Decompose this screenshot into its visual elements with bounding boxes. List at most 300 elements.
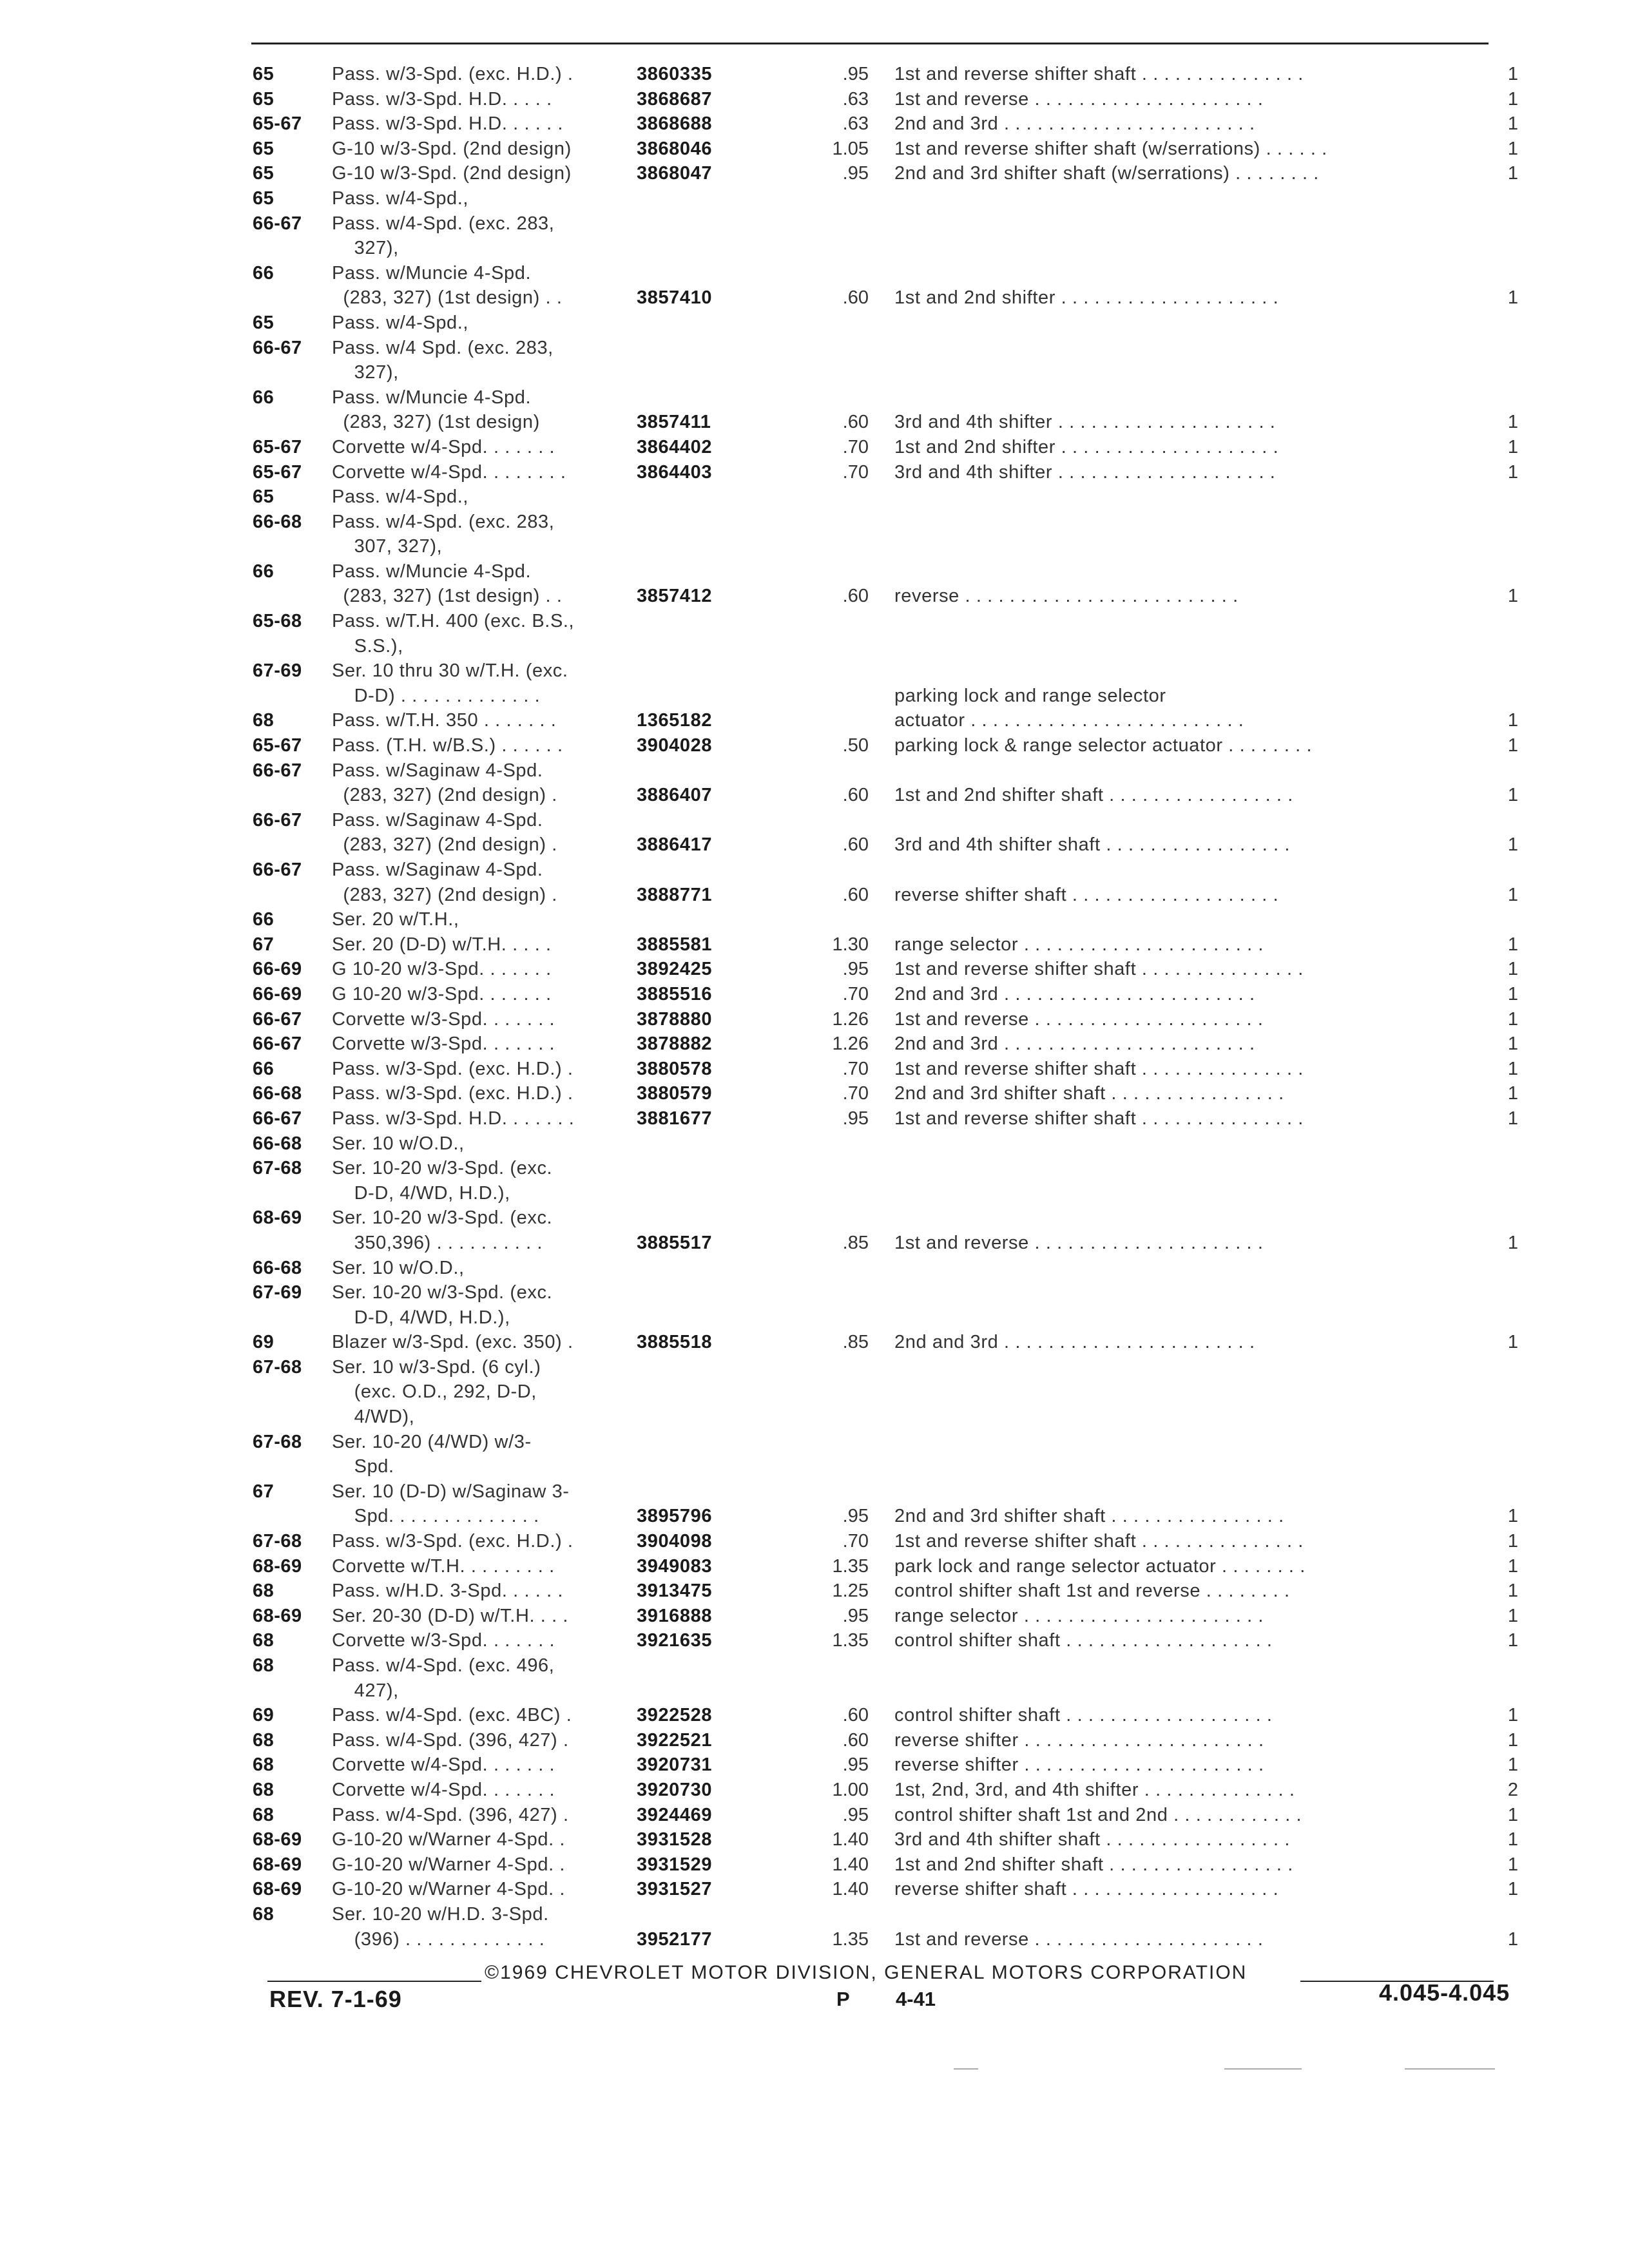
application: Pass. w/Muncie 4-Spd.	[332, 262, 532, 284]
price: .95	[842, 1754, 869, 1776]
application: (283, 327) (2nd design) .	[332, 884, 557, 905]
quantity: 1	[1507, 436, 1518, 457]
table-row	[0, 1579, 1629, 1604]
table-row	[0, 609, 1629, 634]
table-row	[0, 1927, 1629, 1952]
table-row	[0, 634, 1629, 659]
table-row	[0, 161, 1629, 186]
part-number: 3904028	[637, 735, 713, 756]
description: 1st, 2nd, 3rd, and 4th shifter . . . . . . . . . . . . . .	[894, 1779, 1295, 1800]
table-row	[0, 1231, 1629, 1256]
part-number: 3886407	[637, 785, 713, 806]
quantity: 1	[1507, 1058, 1518, 1079]
copyright-notice: ©1969 CHEVROLET MOTOR DIVISION, GENERAL MOTORS CORPORATION	[485, 1962, 1248, 1983]
application: G-10-20 w/Warner 4-Spd. .	[332, 1829, 566, 1850]
application: Ser. 10 w/3-Spd. (6 cyl.)	[332, 1356, 541, 1378]
table-row	[0, 1728, 1629, 1753]
application: Spd. . . . . . . . . . . . . .	[332, 1506, 539, 1527]
table-row	[0, 1852, 1629, 1878]
model-year: 65	[253, 486, 275, 508]
table-row	[0, 87, 1629, 112]
quantity: 1	[1507, 1705, 1518, 1726]
quantity: 1	[1507, 1033, 1518, 1055]
model-year: 68	[253, 1779, 275, 1800]
part-number: 3921635	[637, 1630, 713, 1651]
application: Corvette w/4-Spd. . . . . . .	[332, 1754, 555, 1776]
table-row	[0, 1628, 1629, 1653]
table-row	[0, 932, 1629, 957]
price: .95	[842, 1605, 869, 1626]
quantity: 1	[1507, 113, 1518, 135]
application: Pass. w/4-Spd. (396, 427) .	[332, 1729, 569, 1751]
price: .70	[842, 1058, 869, 1079]
description: 1st and reverse . . . . . . . . . . . . . . . . . . . . .	[894, 1232, 1264, 1253]
description: control shifter shaft . . . . . . . . . . . . . . . . . . .	[894, 1705, 1273, 1726]
model-year: 68	[253, 1729, 275, 1751]
model-year: 68-69	[253, 1555, 302, 1577]
description: reverse . . . . . . . . . . . . . . . . . . . . . . . . .	[894, 586, 1239, 607]
model-year: 65	[253, 64, 275, 84]
description: actuator . . . . . . . . . . . . . . . . . . . . . . . . .	[894, 710, 1244, 731]
quantity: 2	[1507, 1779, 1518, 1800]
application: D-D) . . . . . . . . . . . . .	[332, 685, 541, 706]
application: Corvette w/4-Spd. . . . . . .	[332, 1779, 555, 1800]
part-number: 3860335	[637, 64, 713, 84]
table-row	[0, 1504, 1629, 1529]
model-year: 68	[253, 1581, 275, 1602]
application: Ser. 20-30 (D-D) w/T.H. . . .	[332, 1605, 569, 1626]
table-row	[0, 1181, 1629, 1206]
description: park lock and range selector actuator . . . . . . . .	[894, 1555, 1306, 1577]
application: G 10-20 w/3-Spd. . . . . . .	[332, 959, 552, 980]
model-year: 65-68	[253, 611, 302, 632]
application: Corvette w/3-Spd. . . . . . .	[332, 1008, 555, 1030]
part-number: 3949083	[637, 1555, 713, 1577]
application: Pass. w/3-Spd. H.D. . . . .	[332, 88, 552, 110]
part-number: 3922528	[637, 1705, 713, 1726]
price: .70	[842, 1531, 869, 1552]
part-number: 3878882	[637, 1033, 713, 1055]
part-number: 3864402	[637, 436, 713, 457]
price: 1.35	[832, 1630, 869, 1651]
table-row	[0, 211, 1629, 236]
part-number: 3888771	[637, 884, 713, 905]
table-row	[0, 510, 1629, 535]
model-year: 67-68	[253, 1158, 302, 1179]
application: Pass. w/3-Spd. (exc. H.D.) .	[332, 1058, 574, 1079]
quantity: 1	[1507, 64, 1518, 84]
application: Corvette w/4-Spd. . . . . . .	[332, 436, 555, 457]
price: 1.26	[832, 1033, 869, 1055]
quantity: 1	[1507, 1729, 1518, 1751]
quantity: 1	[1507, 88, 1518, 110]
description: control shifter shaft . . . . . . . . . . . . . . . . . . .	[894, 1630, 1273, 1651]
page-number: 4-41	[896, 1988, 936, 2010]
table-row	[0, 1106, 1629, 1131]
table-row	[0, 858, 1629, 883]
application: Pass. w/H.D. 3-Spd. . . . . .	[332, 1581, 564, 1602]
description: 3rd and 4th shifter . . . . . . . . . . . . . . . . . . . .	[894, 461, 1276, 483]
table-row	[0, 460, 1629, 485]
quantity: 1	[1507, 1754, 1518, 1776]
application: Corvette w/3-Spd. . . . . . .	[332, 1033, 555, 1055]
table-row	[0, 708, 1629, 733]
model-year: 66-67	[253, 860, 302, 880]
price: .85	[842, 1232, 869, 1253]
application: Blazer w/3-Spd. (exc. 350) .	[332, 1332, 574, 1353]
description: 2nd and 3rd . . . . . . . . . . . . . . . . . . . . . . .	[894, 983, 1255, 1004]
quantity: 1	[1507, 1531, 1518, 1552]
application: (283, 327) (2nd design) .	[332, 785, 557, 806]
description: reverse shifter . . . . . . . . . . . . . . . . . . . . . .	[894, 1729, 1264, 1751]
model-year: 66-69	[253, 983, 302, 1004]
model-year: 67	[253, 1481, 275, 1502]
part-number: 3881677	[637, 1108, 713, 1129]
part-number: 3895796	[637, 1506, 713, 1527]
description: 1st and reverse shifter shaft (w/serrations) . . . . . .	[894, 138, 1327, 159]
application: 427),	[332, 1680, 399, 1701]
application: 307, 327),	[332, 536, 443, 557]
model-year: 66-68	[253, 1083, 302, 1104]
application: Ser. 10 thru 30 w/T.H. (exc.	[332, 660, 568, 682]
application: Pass. w/4-Spd.,	[332, 486, 469, 508]
part-number: 3880579	[637, 1083, 713, 1104]
model-year: 68	[253, 1630, 275, 1651]
application: Pass. w/4 Spd. (exc. 283,	[332, 337, 554, 358]
quantity: 1	[1507, 1108, 1518, 1129]
table-row	[0, 1131, 1629, 1157]
part-number: 3892425	[637, 959, 713, 980]
part-number: 3922521	[637, 1729, 713, 1751]
quantity: 1	[1507, 1804, 1518, 1825]
model-year: 66-68	[253, 1133, 302, 1154]
model-year: 66	[253, 909, 275, 930]
application: Ser. 10-20 w/3-Spd. (exc.	[332, 1282, 553, 1303]
description: 2nd and 3rd shifter shaft (w/serrations) . . . . . . . .	[894, 163, 1319, 184]
price: .70	[842, 436, 869, 457]
model-year: 67-69	[253, 1282, 302, 1303]
table-row	[0, 1678, 1629, 1704]
part-number: 3880578	[637, 1058, 713, 1079]
application: Ser. 10 w/O.D.,	[332, 1133, 465, 1154]
model-year: 68	[253, 1655, 275, 1676]
description: range selector . . . . . . . . . . . . . . . . . . . . . .	[894, 934, 1264, 955]
part-number: 3868047	[637, 163, 713, 184]
model-year: 67-68	[253, 1431, 302, 1452]
part-number: 3885517	[637, 1232, 713, 1253]
application: Corvette w/T.H. . . . . . . . .	[332, 1555, 555, 1577]
table-row	[0, 733, 1629, 758]
description: control shifter shaft 1st and 2nd . . . . . . . . . . . .	[894, 1804, 1302, 1825]
table-row	[0, 584, 1629, 609]
model-year: 65-67	[253, 436, 302, 457]
price: .95	[842, 163, 869, 184]
application: Pass. w/4-Spd. (exc. 283,	[332, 213, 555, 234]
table-row	[0, 1902, 1629, 1927]
application: D-D, 4/WD, H.D.),	[332, 1182, 510, 1204]
description: 2nd and 3rd shifter shaft . . . . . . . . . . . . . . . .	[894, 1506, 1284, 1527]
table-row	[0, 684, 1629, 709]
table-row	[0, 1280, 1629, 1305]
model-year: 65-67	[253, 735, 302, 756]
table-row	[0, 1454, 1629, 1479]
application: Pass. w/Saginaw 4-Spd.	[332, 809, 543, 831]
table-row	[0, 1156, 1629, 1181]
application: G-10 w/3-Spd. (2nd design)	[332, 138, 572, 159]
price: .95	[842, 1108, 869, 1129]
price: 1.40	[832, 1854, 869, 1875]
table-row	[0, 1256, 1629, 1281]
price: .50	[842, 735, 869, 756]
model-year: 68-69	[253, 1605, 302, 1626]
table-row	[0, 658, 1629, 684]
model-year: 69	[253, 1705, 275, 1726]
part-number: 3931527	[637, 1879, 713, 1900]
group-number: 4.045-4.045	[1379, 1979, 1510, 2006]
table-row	[0, 808, 1629, 833]
quantity: 1	[1507, 884, 1518, 905]
model-year: 68	[253, 1804, 275, 1825]
part-number: 3885516	[637, 983, 713, 1004]
description: 1st and reverse shifter shaft . . . . . . . . . . . . . . .	[894, 1108, 1304, 1129]
table-row	[0, 534, 1629, 559]
model-year: 65	[253, 312, 275, 333]
table-row	[0, 1778, 1629, 1803]
model-year: 65-67	[253, 113, 302, 135]
model-year: 66	[253, 1058, 275, 1079]
model-year: 68-69	[253, 1829, 302, 1850]
application: Pass. w/3-Spd. H.D. . . . . . .	[332, 1108, 575, 1129]
table-row	[0, 559, 1629, 584]
table-row	[0, 957, 1629, 982]
model-year: 66-69	[253, 959, 302, 980]
price: .60	[842, 785, 869, 806]
price: .60	[842, 834, 869, 856]
model-year: 66-67	[253, 1108, 302, 1129]
model-year: 65	[253, 138, 275, 159]
part-number: 3924469	[637, 1804, 713, 1825]
revision-date: REV. 7-1-69	[269, 1986, 402, 2012]
price: 1.25	[832, 1581, 869, 1602]
scan-mark	[954, 2068, 978, 2070]
model-year: 65	[253, 88, 275, 110]
table-row	[0, 1803, 1629, 1828]
scan-mark	[1224, 2068, 1302, 2070]
quantity: 1	[1507, 1008, 1518, 1030]
application: Pass. w/4-Spd.,	[332, 187, 469, 209]
table-row	[0, 1057, 1629, 1082]
quantity: 1	[1507, 1232, 1518, 1253]
quantity: 1	[1507, 138, 1518, 159]
description: 1st and 2nd shifter shaft . . . . . . . . . . . . . . . . .	[894, 1854, 1293, 1875]
table-row	[0, 1653, 1629, 1678]
price: .85	[842, 1332, 869, 1353]
model-year: 67-68	[253, 1531, 302, 1552]
price: .63	[842, 113, 869, 135]
description: 2nd and 3rd shifter shaft . . . . . . . . . . . . . . . .	[894, 1083, 1284, 1104]
part-number: 3857412	[637, 586, 713, 607]
application: Ser. 10 (D-D) w/Saginaw 3-	[332, 1481, 570, 1502]
application: Pass. w/3-Spd. (exc. H.D.) .	[332, 1083, 574, 1104]
table-row	[0, 137, 1629, 162]
price: 1.26	[832, 1008, 869, 1030]
price: .63	[842, 88, 869, 110]
application: G-10 w/3-Spd. (2nd design)	[332, 163, 572, 184]
table-row	[0, 261, 1629, 286]
model-year: 69	[253, 1332, 275, 1353]
application: Pass. w/3-Spd. (exc. H.D.) .	[332, 1531, 574, 1552]
model-year: 68-69	[253, 1207, 302, 1229]
quantity: 1	[1507, 1879, 1518, 1900]
quantity: 1	[1507, 735, 1518, 756]
application: (283, 327) (2nd design) .	[332, 834, 557, 856]
application: D-D, 4/WD, H.D.),	[332, 1307, 510, 1328]
quantity: 1	[1507, 1854, 1518, 1875]
table-row	[0, 1554, 1629, 1579]
description: 1st and 2nd shifter . . . . . . . . . . . . . . . . . . . .	[894, 436, 1279, 457]
quantity: 1	[1507, 1829, 1518, 1850]
application: Pass. w/4-Spd. (exc. 496,	[332, 1655, 555, 1676]
table-row	[0, 485, 1629, 510]
part-number: 3913475	[637, 1581, 713, 1602]
application: Pass. w/4-Spd. (exc. 4BC) .	[332, 1705, 572, 1726]
application: Pass. (T.H. w/B.S.) . . . . . .	[332, 735, 563, 756]
description: 2nd and 3rd . . . . . . . . . . . . . . . . . . . . . . .	[894, 113, 1255, 135]
application: (283, 327) (1st design)	[332, 412, 540, 433]
table-row	[0, 758, 1629, 783]
model-year: 66	[253, 262, 275, 284]
application: Spd.	[332, 1456, 394, 1477]
price: .95	[842, 959, 869, 980]
price: 1.40	[832, 1879, 869, 1900]
quantity: 1	[1507, 834, 1518, 856]
table-row	[0, 410, 1629, 435]
price: .70	[842, 1083, 869, 1104]
part-number: 3904098	[637, 1531, 713, 1552]
table-row	[0, 907, 1629, 932]
application: Ser. 10-20 w/3-Spd. (exc.	[332, 1207, 553, 1229]
price: .60	[842, 412, 869, 433]
table-row	[0, 1206, 1629, 1231]
application: Ser. 10-20 w/H.D. 3-Spd.	[332, 1903, 549, 1925]
quantity: 1	[1507, 983, 1518, 1004]
application: Pass. w/Saginaw 4-Spd.	[332, 860, 543, 880]
model-year: 68-69	[253, 1854, 302, 1875]
table-row	[0, 1379, 1629, 1405]
model-year: 67	[253, 934, 275, 955]
table-row	[0, 311, 1629, 336]
table-row	[0, 360, 1629, 385]
table-row	[0, 111, 1629, 137]
model-year: 68	[253, 1903, 275, 1925]
quantity: 1	[1507, 287, 1518, 309]
application: Pass. w/T.H. 400 (exc. B.S.,	[332, 611, 575, 632]
description: 3rd and 4th shifter shaft . . . . . . . . . . . . . . . . .	[894, 834, 1291, 856]
description: 1st and reverse shifter shaft . . . . . . . . . . . . . . .	[894, 959, 1304, 980]
application: Pass. w/4-Spd.,	[332, 312, 469, 333]
description: 1st and 2nd shifter shaft . . . . . . . . . . . . . . . . .	[894, 785, 1293, 806]
part-number: 3868046	[637, 138, 713, 159]
quantity: 1	[1507, 959, 1518, 980]
application: Ser. 10-20 w/3-Spd. (exc.	[332, 1158, 553, 1179]
price: .95	[842, 64, 869, 84]
model-year: 67-69	[253, 660, 302, 682]
application: (283, 327) (1st design) . .	[332, 287, 563, 309]
application: 350,396) . . . . . . . . . .	[332, 1232, 543, 1253]
part-number: 3857411	[637, 412, 711, 433]
quantity: 1	[1507, 785, 1518, 806]
part-number: 3857410	[637, 287, 713, 309]
price: .60	[842, 1729, 869, 1751]
description: parking lock and range selector	[894, 685, 1166, 706]
table-row	[0, 1604, 1629, 1629]
price: .70	[842, 983, 869, 1004]
part-number: 3885581	[637, 934, 713, 955]
application: (396) . . . . . . . . . . . . .	[332, 1928, 545, 1950]
quantity: 1	[1507, 1555, 1518, 1577]
table-row	[0, 1430, 1629, 1455]
application: (283, 327) (1st design) . .	[332, 586, 563, 607]
model-year: 66-67	[253, 760, 302, 781]
table-row	[0, 1305, 1629, 1331]
description: reverse shifter shaft . . . . . . . . . . . . . . . . . . .	[894, 884, 1279, 905]
application: (exc. O.D., 292, D-D,	[332, 1381, 537, 1403]
part-number: 3885518	[637, 1332, 713, 1353]
quantity: 1	[1507, 163, 1518, 184]
application: Corvette w/4-Spd. . . . . . . .	[332, 461, 566, 483]
application: Pass. w/T.H. 350 . . . . . . .	[332, 710, 557, 731]
part-number: 3886417	[637, 834, 713, 856]
model-year: 65	[253, 187, 275, 209]
table-row	[0, 1355, 1629, 1380]
application: Ser. 20 w/T.H.,	[332, 909, 459, 930]
footer-rule-left	[267, 1981, 481, 1982]
scan-mark	[1405, 2068, 1495, 2070]
quantity: 1	[1507, 461, 1518, 483]
price: .70	[842, 461, 869, 483]
description: 1st and reverse shifter shaft . . . . . . . . . . . . . . .	[894, 1058, 1304, 1079]
description: reverse shifter . . . . . . . . . . . . . . . . . . . . . .	[894, 1754, 1264, 1776]
application: Pass. w/Muncie 4-Spd.	[332, 387, 532, 408]
table-row	[0, 1877, 1629, 1902]
application: Pass. w/3-Spd. H.D. . . . . .	[332, 113, 564, 135]
quantity: 1	[1507, 1630, 1518, 1651]
description: parking lock & range selector actuator . . . . . . . .	[894, 735, 1313, 756]
description: 3rd and 4th shifter shaft . . . . . . . . . . . . . . . . .	[894, 1829, 1291, 1850]
application: Corvette w/3-Spd. . . . . . .	[332, 1630, 555, 1651]
application: G 10-20 w/3-Spd. . . . . . .	[332, 983, 552, 1004]
description: reverse shifter shaft . . . . . . . . . . . . . . . . . . .	[894, 1879, 1279, 1900]
table-row	[0, 285, 1629, 311]
part-number: 3868688	[637, 113, 713, 135]
model-year: 66-67	[253, 213, 302, 234]
top-rule	[251, 43, 1489, 44]
part-number: 3916888	[637, 1605, 713, 1626]
application: Pass. w/Saginaw 4-Spd.	[332, 760, 543, 781]
description: range selector . . . . . . . . . . . . . . . . . . . . . .	[894, 1605, 1264, 1626]
table-row	[0, 1753, 1629, 1778]
quantity: 1	[1507, 1605, 1518, 1626]
quantity: 1	[1507, 1581, 1518, 1602]
description: 2nd and 3rd . . . . . . . . . . . . . . . . . . . . . . .	[894, 1033, 1255, 1055]
model-year: 68	[253, 1754, 275, 1776]
application: G-10-20 w/Warner 4-Spd. .	[332, 1854, 566, 1875]
model-year: 66-67	[253, 1033, 302, 1055]
table-row	[0, 783, 1629, 808]
part-number: 3931529	[637, 1854, 713, 1875]
table-row	[0, 1007, 1629, 1032]
description: 1st and reverse shifter shaft . . . . . . . . . . . . . . .	[894, 64, 1304, 84]
